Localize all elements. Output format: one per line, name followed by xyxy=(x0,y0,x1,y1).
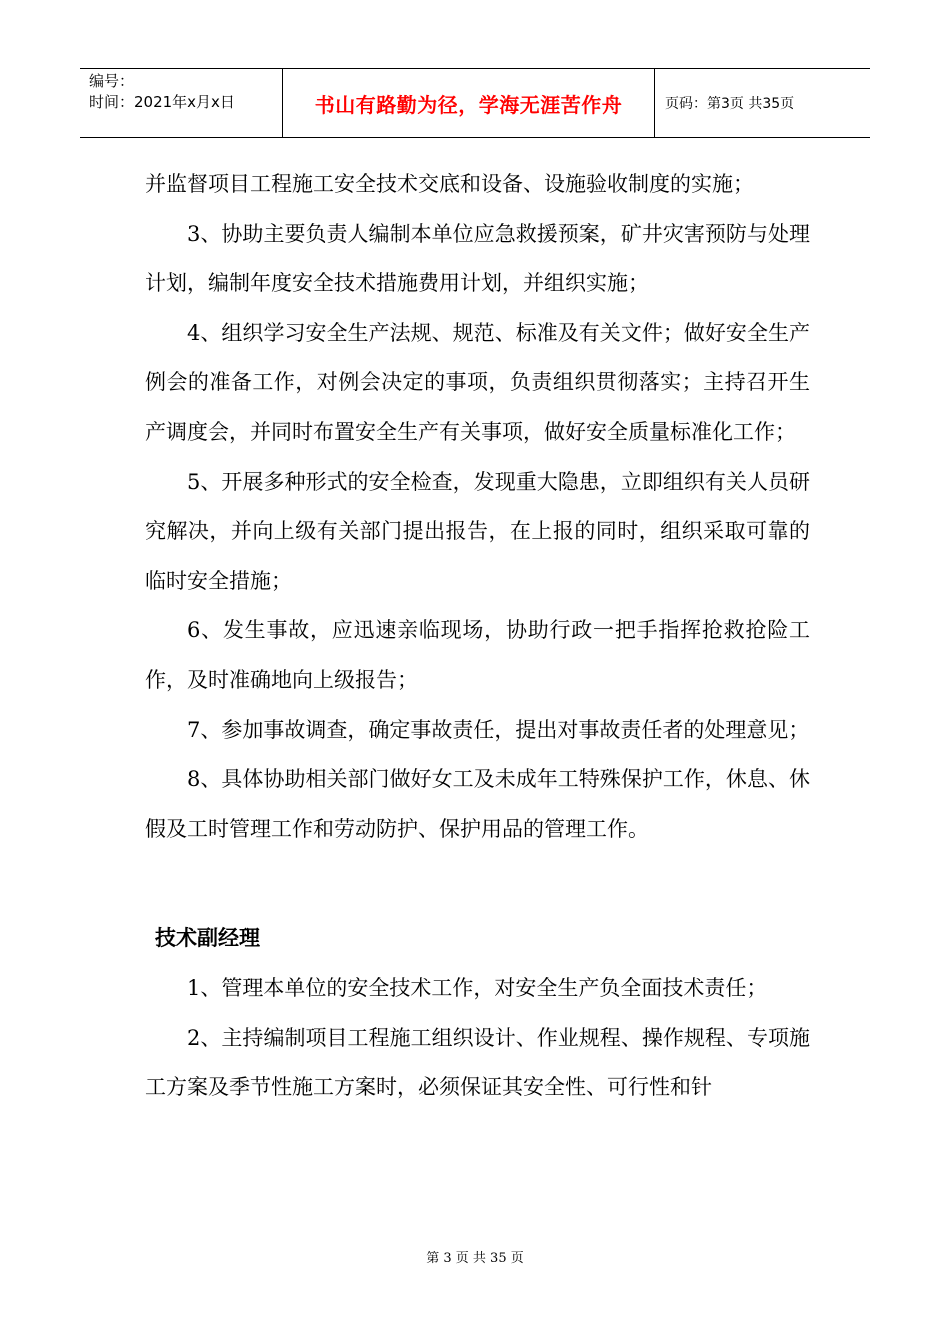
paragraph: 1、管理本单位的安全技术工作，对安全生产负全面技术责任； xyxy=(187,975,768,1000)
page-footer: 第 3 页 共 35 页 xyxy=(426,1251,524,1266)
document-body xyxy=(145,160,810,1113)
header-meta xyxy=(80,69,283,137)
paragraph: 5、开展多种形式的安全检查，发现重大隐患，立即组织有关人员研究解决，并向上级有关部门提出报告，在上报的同时，组织采取可靠的临时安全措施； xyxy=(145,469,810,593)
paragraph: 2、主持编制项目工程施工组织设计、作业规程、操作规程、专项施工方案及季节性施工方案时，必须保证其安全性、可行性和针 xyxy=(145,1025,810,1100)
document-time-label: 时间：2021年x月x日 xyxy=(89,93,235,111)
paragraph: 7、参加事故调查，确定事故责任，提出对事故责任者的处理意见； xyxy=(187,717,810,742)
paragraph: 4、组织学习安全生产法规、规范、标准及有关文件；做好安全生产例会的准备工作，对例会决定的事项，负责组织贯彻落实；主持召开生产调度会，并同时布置安全生产有关事项，做好安全质量标准化工作； xyxy=(145,320,810,444)
header-page-info: 页码：第3页 共35页 xyxy=(665,96,795,112)
paragraph: 8、具体协助相关部门做好女工及未成年工特殊保护工作，休息、休假及工时管理工作和劳动防护、保护用品的管理工作。 xyxy=(145,767,810,841)
document-number-label: 编号： xyxy=(89,72,135,90)
section-title: 技术副经理 xyxy=(155,926,260,951)
header-motto: 书山有路勤为径，学海无涯苦作舟 xyxy=(283,69,655,137)
document-header xyxy=(80,68,870,138)
paragraph: 3、协助主要负责人编制本单位应急救援预案，矿井灾害预防与处理计划，编制年度安全技术措施费用计划，并组织实施； xyxy=(145,221,810,296)
paragraph: 6、发生事故，应迅速亲临现场，协助行政一把手指挥抢救抢险工作，及时准确地向上级报告； xyxy=(145,618,810,692)
paragraph: 并监督项目工程施工安全技术交底和设备、设施验收制度的实施； xyxy=(145,172,754,196)
